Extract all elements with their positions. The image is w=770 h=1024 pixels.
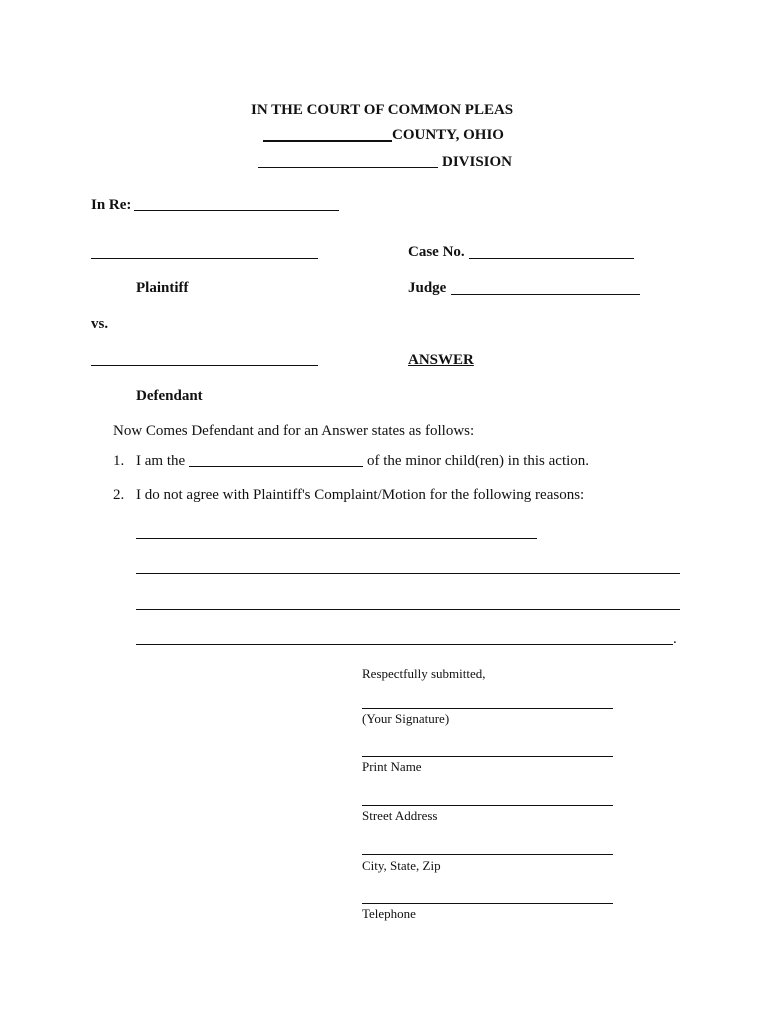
telephone-line[interactable]: [362, 903, 613, 904]
in-re-label: In Re:: [91, 197, 132, 213]
division-label: DIVISION: [442, 154, 513, 170]
closing-text: Respectfully submitted,: [362, 666, 486, 681]
defendant-label: Defendant: [136, 388, 203, 404]
county-label: COUNTY, OHIO: [392, 127, 504, 143]
plaintiff-name-line[interactable]: [91, 258, 318, 259]
your-signature-label: (Your Signature): [362, 711, 450, 726]
street-address-label: Street Address: [362, 808, 438, 823]
defendant-name-line[interactable]: [91, 365, 318, 366]
item-1-text-after: of the minor child(ren) in this action.: [367, 453, 590, 469]
in-re-blank-line[interactable]: [134, 210, 339, 211]
county-blank-line[interactable]: [263, 140, 392, 142]
item-2-number: 2.: [113, 487, 125, 503]
city-state-zip-label: City, State, Zip: [362, 858, 441, 873]
reason-line-2[interactable]: [136, 573, 680, 574]
vs-label: vs.: [91, 316, 109, 332]
judge-blank-line[interactable]: [451, 294, 640, 295]
item-1-text-before: I am the: [136, 453, 186, 469]
answer-intro: Now Comes Defendant and for an Answer states as follows:: [113, 423, 475, 439]
street-address-line[interactable]: [362, 805, 613, 806]
judge-label: Judge: [408, 280, 447, 296]
division-blank-line[interactable]: [258, 167, 438, 168]
court-title: IN THE COURT OF COMMON PLEAS: [251, 102, 514, 118]
item-1-number: 1.: [113, 453, 125, 469]
plaintiff-label: Plaintiff: [136, 280, 189, 296]
relationship-blank-line[interactable]: [189, 466, 363, 467]
reason-line-3[interactable]: [136, 609, 680, 610]
signature-line[interactable]: [362, 708, 613, 709]
reason-line-4[interactable]: [136, 644, 673, 645]
print-name-line[interactable]: [362, 756, 613, 757]
case-no-blank-line[interactable]: [469, 258, 634, 259]
item-2-text: I do not agree with Plaintiff's Complaint/Motion for the following reasons:: [136, 487, 585, 503]
answer-title: ANSWER: [408, 352, 474, 368]
reasons-end-period: .: [673, 631, 677, 647]
city-state-zip-line[interactable]: [362, 854, 613, 855]
case-no-label: Case No.: [408, 244, 465, 260]
telephone-label: Telephone: [362, 906, 416, 921]
reason-line-1[interactable]: [136, 538, 537, 539]
print-name-label: Print Name: [362, 759, 422, 774]
